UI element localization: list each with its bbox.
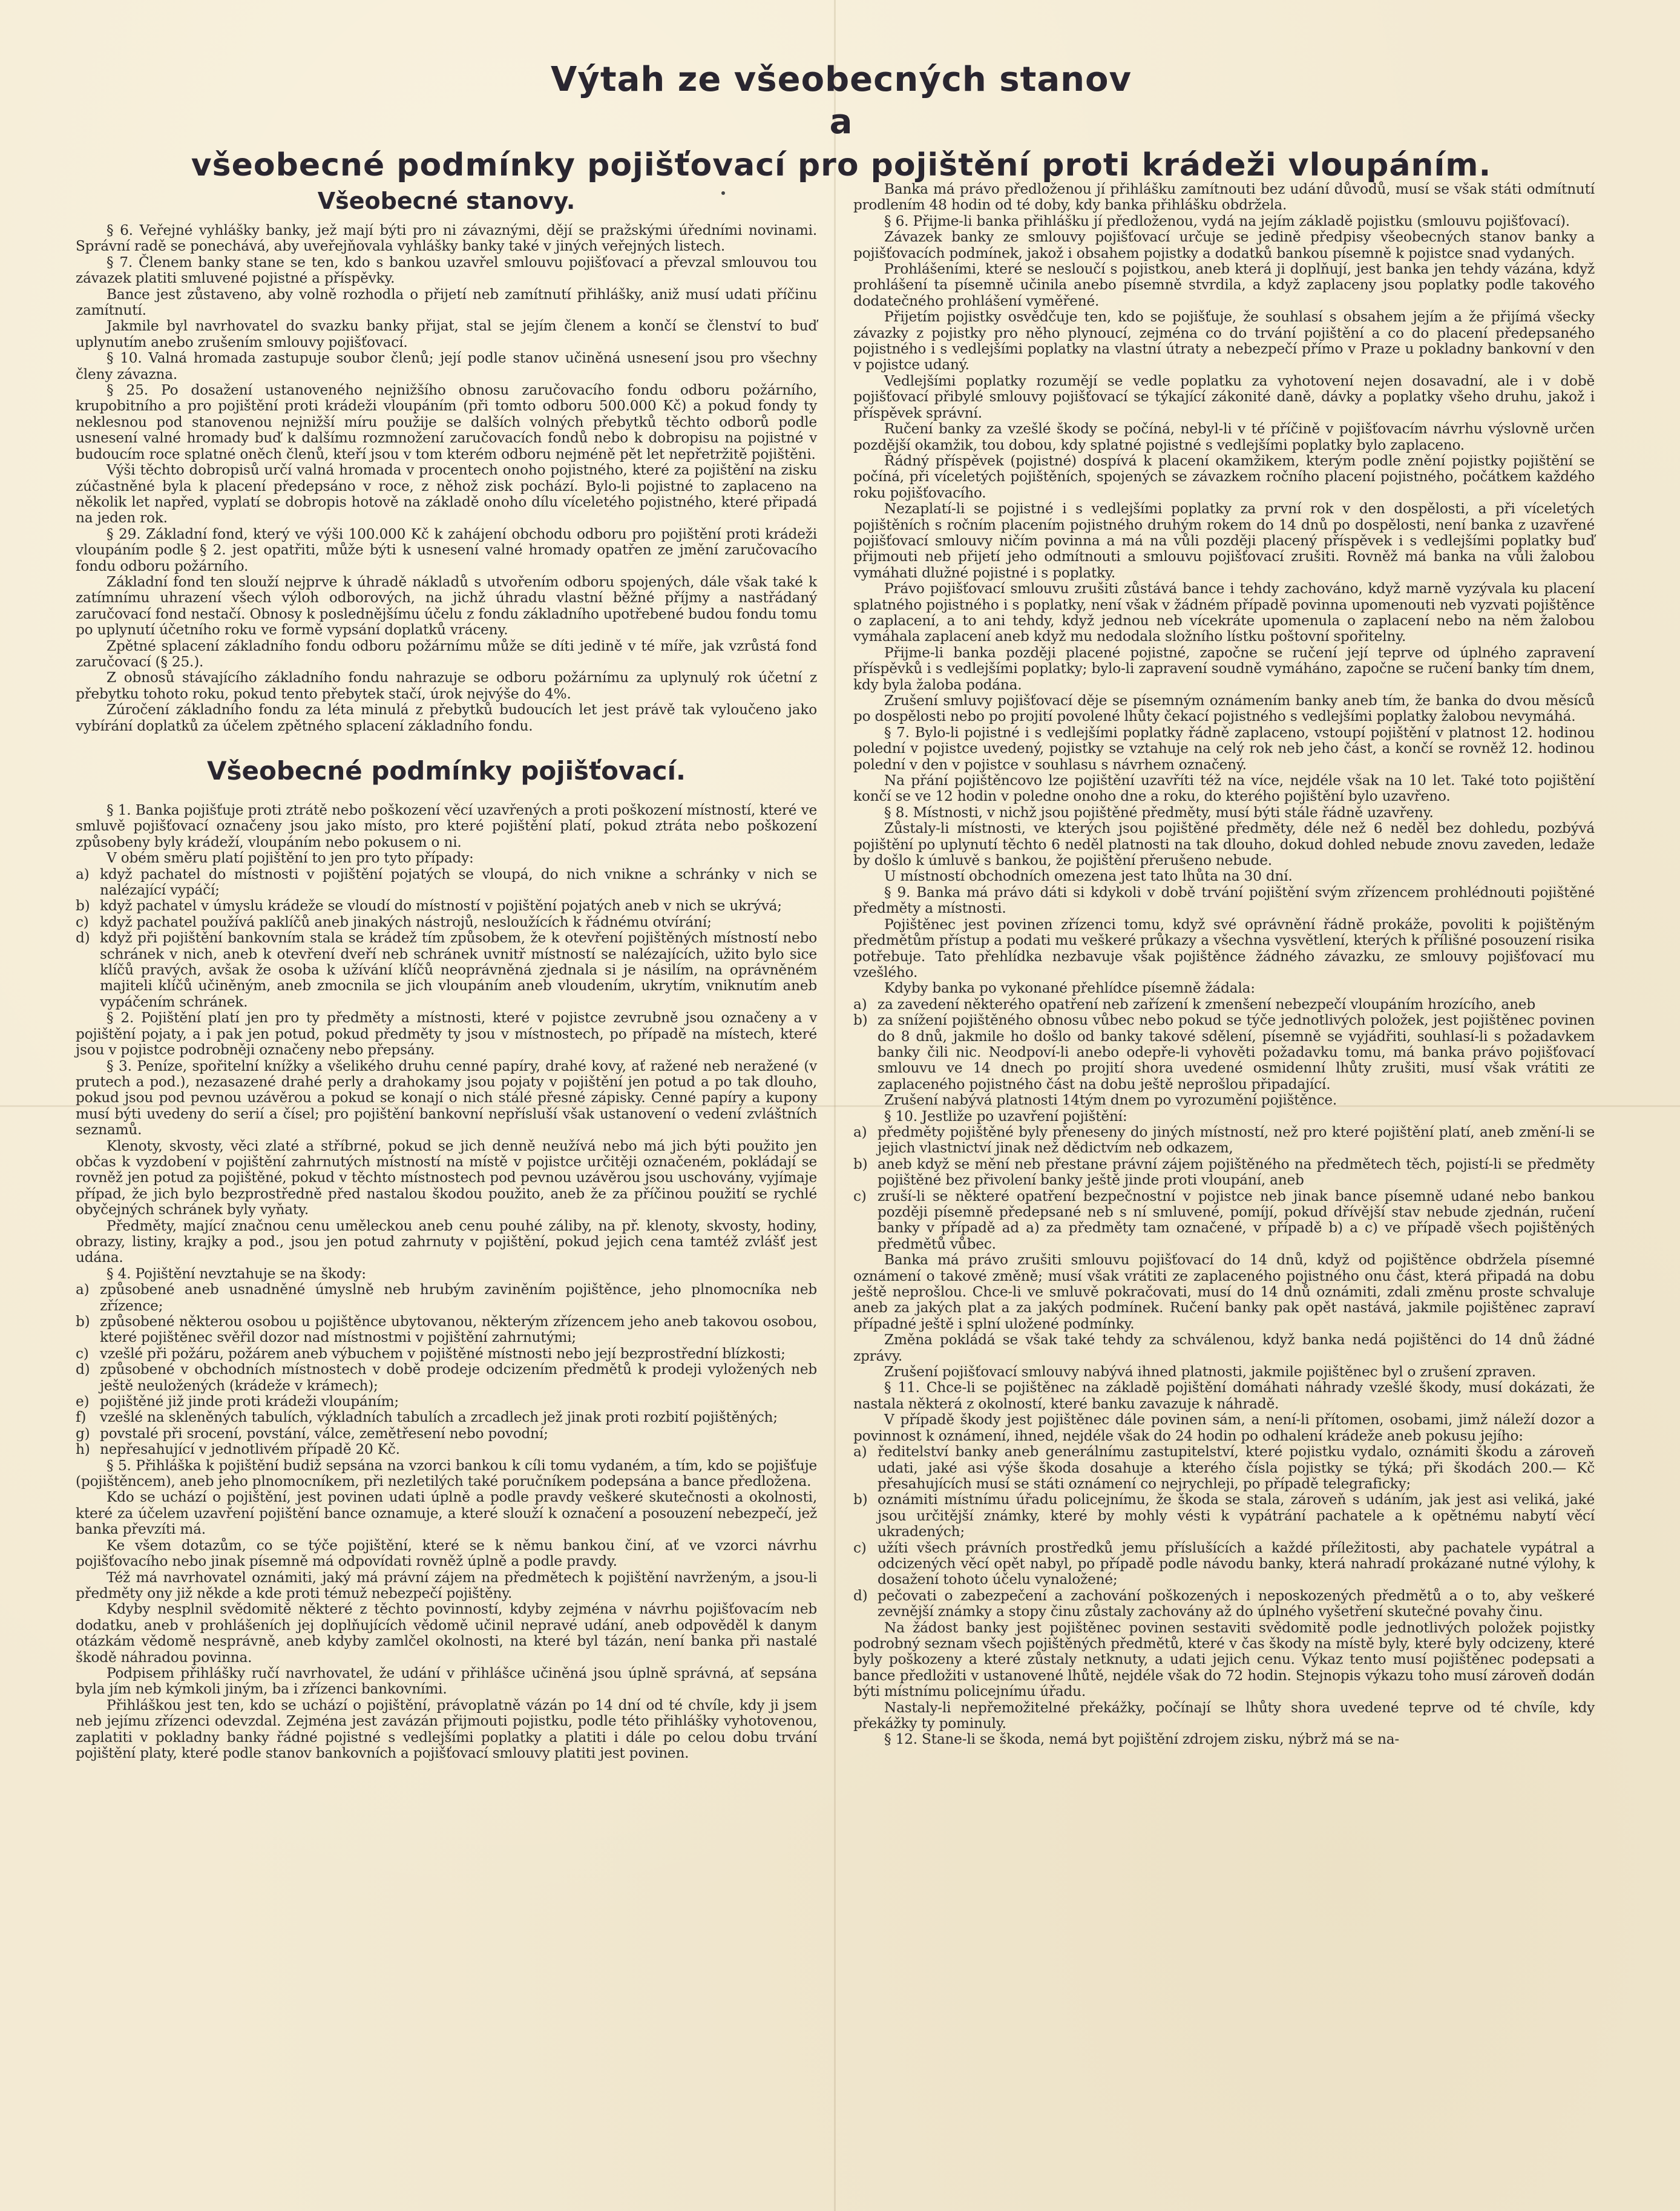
paragraph: Kdo se uchází o pojištění, jest povinen udati úplně a podle pravdy veškeré skutečnosti a okolnosti, které za účelem uzavření pojištění bance oznamuje, a které slouží k označení a posouzení nebezpečí, jež banka převzíti má. xyxy=(76,1489,817,1538)
title-line-2: a xyxy=(829,102,853,142)
paragraph: § 9. Banka má právo dáti si kdykoli v době trvání pojištění svým zřízencem prohlédnouti pojištěné předměty a místnosti. xyxy=(853,884,1595,917)
list-item: b) způsobené některou osobou u pojištěnce ubytovanou, některým zřízencem jeho aneb takovou osobou, které pojištěnec svěřil dozor nad místnostmi v pojištění zahrnutými; xyxy=(76,1313,817,1346)
paragraph: Kdyby banka po vykonané přehlídce písemně žádala: xyxy=(884,980,1255,997)
list-item: a) předměty pojištěné byly přeneseny do jiných místností, než pro které pojištění platí, aneb změní-li se jejich vlastnictví jinak než dědictvím neb odkazem, xyxy=(853,1123,1595,1157)
paragraph: Přijetím pojistky osvědčuje ten, kdo se pojišťuje, že souhlasí s obsahem jejím a že přijímá všecky závazky z pojistky pro něho plynoucí, zejména co do trvání pojištění a co do placení předepsaného pojistného i s vedlejšími poplatky na vlastní útraty a nebezpečí přímo v Praze u pokladny bankovní v den v pojistce udaný. xyxy=(853,309,1595,373)
list-item: a) za zavedení některého opatření neb zařízení k zmenšení nebezpečí vloupáním hrozícího, aneb xyxy=(853,996,1536,1013)
paragraph: Na přání pojištěncovo lze pojištění uzavříti též na více, nejdéle však na 10 let. Také toto pojištění končí se ve 12 hodin v poledne onoho dne a roku, do kterého pojištění bylo uzavřeno. xyxy=(853,772,1595,805)
list-item: f) vzešlé na skleněných tabulích, výkladních tabulích a zrcadlech jež jinak proti rozbití pojištěných; xyxy=(76,1409,778,1426)
list-item: a) ředitelství banky aneb generálnímu zastupitelství, které pojistku vydalo, oznámiti škodu a zároveň udati, jaké asi výše škoda dosahuje a kterého čísla pojistky se týká; při škodách 200.— Kč přesahujících musí se státi oznámení co nejrychleji, po případě telegraficky; xyxy=(853,1444,1595,1492)
list-item: a) když pachatel do místnosti v pojištění pojatých se vloupá, do nich vnikne a schránky v nich se nalézající vypáčí; xyxy=(76,866,817,899)
paragraph: Na žádost banky jest pojištěnec povinen sestaviti svědomitě podle jednotlivých položek pojistky podrobný seznam všech pojištěných předmětů, které v čas škody na místě byly, které byly odcizeny, které byly poškozeny a které zůstaly netknuty, a udati jejich cenu. Výkaz tento musí pojištěnec podepsati a bance předložiti v ustanovené lhůtě, nejdéle však do 72 hodin. Stejnopis výkazu toho musí zároveň dodán býti místnímu policejnímu úřadu. xyxy=(853,1619,1595,1700)
paragraph: Zpětné splacení základního fondu odboru požárnímu může se díti jedině v té míře, jak vzrůstá fond zaručovací (§ 25.). xyxy=(76,637,817,670)
list-item: a) způsobené aneb usnadněné úmyslně neb hrubým zaviněním pojištěnce, jeho plnomocníka neb zřízence; xyxy=(76,1281,817,1314)
paragraph: V případě škody jest pojištěnec dále povinen sám, a není-li přítomen, osobami, jimž náleží dozor a povinnost k oznámení, ihned, nejdéle však do 24 hodin po odhalení krádeže aneb pokusu jejího: xyxy=(853,1411,1595,1444)
list-item-text: vzešlé na skleněných tabulích, výkladních tabulích a zrcadlech jež jinak proti rozbití pojištěných; xyxy=(100,1409,778,1426)
paragraph: V obém směru platí pojištění to jen pro tyto případy: xyxy=(107,850,474,867)
list-item-text: pečovati o zabezpečení a zachování poškozených i neposkozených předmětů a o to, aby veškeré zevnější známky a stopy činu zůstaly zachovány až do úplného vyšetření skutečné povahy činu. xyxy=(878,1587,1595,1620)
list-item-text: povstalé při srocení, povstání, válce, zemětřesení nebo povodní; xyxy=(100,1425,548,1442)
paragraph: Ručení banky za vzešlé škody se počíná, nebyl-li v té příčině v pojišťovacím návrhu výslovně určen pozdější okamžik, tou dobou, kdy splatné pojistné s vedlejšími poplatky bylo zaplaceno. xyxy=(853,421,1595,453)
list-item-text: za zavedení některého opatření neb zařízení k zmenšení nebezpečí vloupáním hrozícího, aneb xyxy=(878,996,1536,1013)
list-item-text: ředitelství banky aneb generálnímu zastupitelství, které pojistku vydalo, oznámiti škodu a zároveň udati, jaké asi výše škoda dosahuje a kterého čísla pojistky se týká; při škodách 200.— Kč přesahujících musí se státi oznámení co nejrychleji, po případě telegraficky; xyxy=(878,1444,1595,1492)
paragraph: § 6. Přijme-li banka přihlášku jí předloženou, vydá na jejím základě pojistku (smlouvu pojišťovací). xyxy=(884,212,1570,229)
paragraph: Kdyby nesplnil svědomitě některé z těchto povinností, kdyby zejména v návrhu pojišťovacím neb dodatku, aneb v prohlášeních jej doplňujících vědomě učinil nepravé udání, aneb odpověděl k danym otázkám vědomě nesprávně, aneb kdyby zamlčel okolnosti, na které byl tázán, není banka při nastalé škodě náhradou povinna. xyxy=(76,1601,817,1666)
list-item-text: aneb když se mění neb přestane právní zájem pojištěného na předmětech těch, pojistí-li se předměty pojištěné bez přivolení banky ještě jinde proti vloupání, aneb xyxy=(878,1155,1595,1189)
section-heading-podminky: Všeobecné podmínky pojišťovací. xyxy=(207,756,686,786)
list-item: h) nepřesahující v jednotlivém případě 20 Kč. xyxy=(76,1441,400,1458)
paragraph: § 5. Přihláška k pojištění budiž sepsána na vzorci bankou k cíli tomu vydaném, a tím, kdo se pojišťuje (pojištěncem), aneb jeho plnomocníkem, při nezletilých také poručníkem podepsána a bance předložena. xyxy=(76,1457,817,1490)
paragraph: Klenoty, skvosty, věci zlaté a stříbrné, pokud se jich denně neužívá nebo má jich býti použito jen občas k vyzdobení v pojištění zahrnutých místností na místě v pojistce určitěji označeném, pokládají se rovněž jen potud za pojištěné, pokud v těchto místnostech pod pevnou uzávěrou jsou uschovány, vyjímaje případ, že jich bylo bezprostředně před nastalou škodou použito, aneb že za příčinou použití se rychlé obyčejných schránek byly vyňaty. xyxy=(76,1137,817,1218)
list-item-text: způsobené některou osobou u pojištěnce ubytovanou, některým zřízencem jeho aneb takovou osobou, které pojištěnec svěřil dozor nad místnostmi v pojištění zahrnutými; xyxy=(100,1313,817,1346)
paragraph: U místností obchodních omezena jest tato lhůta na 30 dní. xyxy=(884,868,1293,885)
list-item-text: oznámiti místnímu úřadu policejnímu, že škoda se stala, zároveň s udáním, jak jest asi veliká, jaké jsou určitější známky, které by mohly vésti k vypátrání pachatele a k opětnému nabytí věcí ukradených; xyxy=(878,1491,1595,1540)
paragraph: Zúročení základního fondu za léta minulá z přebytků budoucích let jest právě tak vyloučeno jako vybírání doplatků za účelem zpětného splacení základního fondu. xyxy=(76,701,817,734)
list-item-text: když pachatel v úmyslu krádeže se vloudí do místností v pojištění pojatých aneb v nich se ukrývá; xyxy=(100,898,782,915)
paragraph: Nezaplatí-li se pojistné i s vedlejšími poplatky za první rok v den dospělosti, a při víceletých pojištěních s ročním placením pojistného druhým rokem do 14 dnů po dospělosti, není banka z uzavřené pojišťovací smlouvy ničím povinna a má na vůli později placený příspěvek i s vedlejšími poplatky buď přijmouti neb přijetí jeho odmítnouti a smlouvu pojišťovací zrušiti. Rovněž má banka na vůli žalobou vymáhati dlužné pojistné i s poplatky. xyxy=(853,501,1595,581)
paragraph: Jakmile byl navrhovatel do svazku banky přijat, stal se jejím členem a končí se členství to buď uplynutím anebo zrušením smlouvy pojišťovací. xyxy=(76,318,817,350)
list-item-text: způsobené aneb usnadněné úmyslně neb hrubým zaviněním pojištěnce, jeho plnomocníka neb zřízence; xyxy=(100,1281,817,1314)
paragraph: § 10. Valná hromada zastupuje soubor členů; její podle stanov učiněná usnesení jsou pro všechny členy závazna. xyxy=(76,350,817,383)
list-item-text: pojištěné již jinde proti krádeži vloupáním; xyxy=(100,1393,399,1410)
list-item-text: způsobené v obchodních místnostech v době prodeje odcizením předmětů k prodeji vyložených neb ještě neuložených (krádeže v krámech); xyxy=(100,1361,817,1394)
list-item-text: když při pojištění bankovním stala se krádež tím způsobem, že k otevření pojištěných místností nebo schránek v nich, aneb k otevření dveří neb schránek uvnitř místností se nalézajících, užito bylo sice klíčů pravých, avšak že osoba k užívání klíčů neoprávněná zjednala si je násilím, na oprávněném majiteli klíčů učiněným, aneb zmocnila se jich vloupáním aneb vloudením, ukrytím, vniknutím aneb vypáčením schránek. xyxy=(100,930,817,1010)
paragraph: § 7. Bylo-li pojistné i s vedlejšími poplatky řádně zaplaceno, vstoupí pojištění v platnost 12. hodinou polední v pojistce uvedený, pojistky se vztahuje na celý rok neb jeho část, a končí se rovněž 12. hodinou polední v den v pojistce v souhlasu s návrhem označený. xyxy=(853,724,1595,773)
paragraph: Výši těchto dobropisů určí valná hromada v procentech onoho pojistného, které za pojištění na zisku zúčastněné byla k placení předepsáno v roce, z něhož zisk pochází. Bylo-li pojistné to zaplaceno na několik let napřed, vyplatí se dobropis hotově na základě onoho dílu víceletého pojistného, které připadá na jeden rok. xyxy=(76,462,817,527)
list-item-text: zruší-li se některé opatření bezpečnostní v pojistce neb jinak bance písemně udané nebo bankou později písemně předepsané neb s ní smluvené, pomíjí, pokud dřívější stav nebude zjednán, ručení banky v případě ad a) za předměty tam označené, v případě b) a c) ve případě všech pojištěných předmětů vůbec. xyxy=(878,1188,1595,1252)
paragraph: Zrušení nabývá platnosti 14tým dnem po vyrozumění pojištěnce. xyxy=(884,1092,1337,1109)
section-heading-stanovy: Všeobecné stanovy. xyxy=(317,188,576,214)
paragraph: Nastaly-li nepřemožitelné překážky, počínají se lhůty shora uvedené teprve od té chvíle, kdy překážky ty pominuly. xyxy=(853,1699,1595,1732)
paragraph: § 3. Peníze, spořitelní knížky a všelikého druhu cenné papíry, drahé kovy, ať ražené neb neražené (v prutech a pod.), nezasazené drahé perly a drahokamy jsou pojaty v pojištění jen potud a po tak dlouho, pokud jsou pod pevnou uzávěrou a pokud se konají o nich stálé přesné zápisky. Cenné papíry a kupony musí býti uvedeny do serií a čísel; pro pojištění bankovní nepřísluší však ustanovení o vedení zvláštních seznamů. xyxy=(76,1057,817,1138)
paragraph: § 25. Po dosažení ustanoveného nejnižšího obnosu zaručovacího fondu odboru požárního, krupobitního a pro pojištění proti krádeži vloupáním (při tomto odboru 500.000 Kč) a pokud fondy ty neklesnou pod stanovenou nejnižší míru použije se dalších volných přebytků těchto odborů podle usnesení valné hromady buď k dalšímu rozmnožení zaručovacích fondů nebo k dobropisu na pojistné v budoucím roce splatné oněch členů, kteří jsou v tom kterém odboru nejméně pět let nepřetržitě pojištěni. xyxy=(76,382,817,462)
list-item: c) užíti všech právních prostředků jemu příslušících a každé příležitosti, aby pachatele vypátral a odcizených věcí opět nabyl, po případě podle návodu banky, která nahradí prokázané nutné výlohy, k dosažení tohoto účelu vynaložené; xyxy=(853,1539,1595,1588)
list-item-text: užíti všech právních prostředků jemu příslušících a každé příležitosti, aby pachatele vypátral a odcizených věcí opět nabyl, po případě podle návodu banky, která nahradí prokázané nutné výlohy, k dosažení tohoto účelu vynaložené; xyxy=(878,1539,1595,1588)
document-title xyxy=(109,57,1573,188)
paragraph: Podpisem přihlášky ručí navrhovatel, že udání v přihlášce učiněná jsou úplně správná, ať sepsána byla jím neb kýmkoli jiným, ba i zřízenci bankovními. xyxy=(76,1664,817,1698)
paragraph: § 6. Veřejné vyhlášky banky, jež mají býti pro ni závaznými, dějí se pražskými úředními novinami. Správní radě se ponechává, aby uveřejňovala vyhlášky banky také v jiných veřejných listech. xyxy=(76,222,817,255)
list-item: c) když pachatel používá paklíčů aneb jinakých nástrojů, nesloužících k řádnému otvírání; xyxy=(76,913,712,930)
paragraph: Ke všem dotazům, co se týče pojištění, které se k němu bankou činí, ať ve vzorci návrhu pojišťovacího nebo jinak písemně má odpovídati rovněž úplně a podle pravdy. xyxy=(76,1537,817,1570)
paragraph: Předměty, mající značnou cenu uměleckou aneb cenu pouhé záliby, na př. klenoty, skvosty, hodiny, obrazy, listiny, krajky a pod., jsou jen potud zahrnuty v pojištění, pokud jejich cena tamtéž zvlášť jest udána. xyxy=(76,1217,817,1266)
paragraph: Bance jest zůstaveno, aby volně rozhodla o přijetí neb zamítnutí přihlášky, aniž musí udati příčinu zamítnutí. xyxy=(76,286,817,319)
paragraph: Závazek banky ze smlouvy pojišťovací určuje se jedině předpisy všeobecných stanov banky a pojišťovacích podmínek, jakož i obsahem pojistky a dodatků bankou písemně k pojistce snad vydaných. xyxy=(853,229,1595,261)
paragraph: Též má navrhovatel oznámiti, jaký má právní zájem na předmětech k pojištění navrženým, a jsou-li předměty ony již někde a kde proti témuž nebezpečí pojištěny. xyxy=(76,1569,817,1602)
list-item: b) když pachatel v úmyslu krádeže se vloudí do místností v pojištění pojatých aneb v nich se ukrývá; xyxy=(76,898,782,915)
paragraph: § 4. Pojištění nevztahuje se na škody: xyxy=(107,1265,366,1282)
paragraph: § 12. Stane-li se škoda, nemá byt pojištění zdrojem zisku, nýbrž má se na- xyxy=(884,1731,1399,1748)
list-item-text: předměty pojištěné byly přeneseny do jiných místností, než pro které pojištění platí, aneb změní-li se jejich vlastnictví jinak než dědictvím neb odkazem, xyxy=(878,1123,1595,1157)
paragraph: Z obnosů stávajícího základního fondu nahrazuje se odboru požárnímu za uplynulý rok účetní z přebytku tohoto roku, pokud tento přebytek stačí, úrok nejvýše do 4%. xyxy=(76,669,817,702)
paragraph: § 1. Banka pojišťuje proti ztrátě nebo poškození věcí uzavřených a proti poškození místností, které ve smluvě pojišťovací označeny jsou jako místo, pro které pojištění platí, pokud ztráta nebo poškození způsobeny byly krádeží, vloupáním nebo pokusem o ni. xyxy=(76,802,817,850)
paragraph: Řádný příspěvek (pojistné) dospívá k placení okamžikem, kterým podle znění pojistky pojištění se počíná, při víceletých pojištěních, spojených se závazkem ročního placení pojistného, počátkem každého roku pojišťovacího. xyxy=(853,452,1595,501)
paragraph: Banka má právo zrušiti smlouvu pojišťovací do 14 dnů, když od pojištěnce obdržela písemné oznámení o takové změně; musí však vrátiti ze zaplaceného pojistného onu část, která připadá na dobu ještě neprošlou. Chce-li ve smluvě pokračovati, musí do 14 dnů oznámiti, zdali změnu proste schvaluje aneb za jakých plat a za jakých podmínek. Ručení banky pak opět nastává, jakmile pojištěnec zapraví případné ještě i splní uložené podmínky. xyxy=(853,1252,1595,1332)
list-item: g) povstalé při srocení, povstání, válce, zemětřesení nebo povodní; xyxy=(76,1425,548,1442)
paragraph: Změna pokládá se však také tehdy za schválenou, když banka nedá pojištěnci do 14 dnů žádné zprávy. xyxy=(853,1332,1595,1364)
paragraph: § 29. Základní fond, který ve výši 100.000 Kč k zahájení obchodu odboru pro pojištění proti krádeži vloupáním podle § 2. jest opatřiti, může býti k usnesení valné hromady opatřen ze jmění zaručovacího fondu odboru požárního. xyxy=(76,525,817,574)
list-item: e) pojištěné již jinde proti krádeži vloupáním; xyxy=(76,1393,399,1410)
paragraph: Základní fond ten slouží nejprve k úhradě nákladů s utvořením odboru spojených, dále však také k zatímnímu uhrazení všech výloh odborových, na jichž úhradu vlastní běžné příjmy a nastřádaný zaručovací fond nestačí. Obnosy k poslednějšímu účelu z fondu základního upotřebené budou fondu tomu po uplynutí účetního roku ve formě vypsání doplatků vráceny. xyxy=(76,573,817,639)
paragraph: § 8. Místnosti, v nichž jsou pojištěné předměty, musí býti stále řádně uzavřeny. xyxy=(884,804,1434,821)
paragraph: Prohlášeními, které se nesloučí s pojistkou, aneb která ji doplňují, jest banka jen tehdy vázána, když prohlášení ta písemně učinila anebo písemně stvrdila, a když zaplaceny jsou poplatky podle takového dodatečného prohlášení vyměřené. xyxy=(853,261,1595,309)
list-item: d) když při pojištění bankovním stala se krádež tím způsobem, že k otevření pojištěných místností nebo schránek v nich, aneb k otevření dveří neb schránek uvnitř místností se nalézajících, užito bylo sice klíčů pravých, avšak že osoba k užívání klíčů neoprávněná zjednala si je násilím, na oprávněném majiteli klíčů učiněným, aneb zmocnila se jich vloupáním aneb vloudením, ukrytím, vniknutím aneb vypáčením schránek. xyxy=(76,930,817,1010)
paragraph: Zůstaly-li místnosti, ve kterých jsou pojištěné předměty, déle než 6 neděl bez dohledu, pozbývá pojištění po uplynutí těchto 6 neděl platnosti na tak dlouho, dokud dohled nebude znovu zaveden, ledaže by došlo k úmluvě s bankou, že pojištění přerušeno nebude. xyxy=(853,820,1595,869)
paragraph: Přihláškou jest ten, kdo se uchází o pojištění, právoplatně vázán po 14 dní od té chvíle, kdy ji jsem neb jejímu zřízenci odevzdal. Zejména jest zavázán přijmouti pojistku, podle této přihlášky vyhotovenou, zaplatiti v pokladny banky řádné pojistné s vedlejšími poplatky a platiti i dále po celou dobu trvání pojištění platy, které podle stanov bankovních a pojišťovací smlouvy platiti jest povinen. xyxy=(76,1697,817,1761)
list-item: b) za snížení pojištěného obnosu vůbec nebo pokud se týče jednotlivých položek, jest pojištěnec povinen do 8 dnů, jakmile ho došlo od banky takové sdělení, písemně se vyjádřiti, souhlasí-li s požadavkem banky čili nic. Neodpoví-li anebo odepře-li vyhověti požadavku tomu, má banka právo pojišťovací smlouvu ve 14 dnech po projití shora uvedené osmidenní lhůty zrušiti, musí však vrátiti ze zaplaceného pojistného část na dobu ještě neprošlou připadající. xyxy=(853,1012,1595,1092)
list-item: c) zruší-li se některé opatření bezpečnostní v pojistce neb jinak bance písemně udané nebo bankou později písemně předepsané neb s ní smluvené, pomíjí, pokud dřívější stav nebude zjednán, ručení banky v případě ad a) za předměty tam označené, v případě b) a c) ve případě všech pojištěných předmětů vůbec. xyxy=(853,1188,1595,1252)
list-item-text: nepřesahující v jednotlivém případě 20 Kč. xyxy=(100,1441,400,1458)
title-line-1: Výtah ze všeobecných stanov xyxy=(550,60,1132,99)
list-item-text: vzešlé při požáru, požárem aneb výbuchem v pojištěné místnosti nebo její bezprostřední blízkosti; xyxy=(100,1345,786,1362)
paragraph: Vedlejšími poplatky rozumějí se vedle poplatku za vyhotovení nejen dosavadní, ale i v době pojišťovací přibylé smlouvy pojišťovací se týkající zákonité daně, dávky a poplatky všeho druhu, jakož i příspěvek správní. xyxy=(853,372,1595,421)
list-item: b) aneb když se mění neb přestane právní zájem pojištěného na předmětech těch, pojistí-li se předměty pojištěné bez přivolení banky ještě jinde proti vloupání, aneb xyxy=(853,1155,1595,1189)
left-column xyxy=(76,182,817,1761)
list-item: b) oznámiti místnímu úřadu policejnímu, že škoda se stala, zároveň s udáním, jak jest asi veliká, jaké jsou určitější známky, které by mohly vésti k vypátrání pachatele a k opětnému nabytí věcí ukradených; xyxy=(853,1491,1595,1540)
list-item-text: za snížení pojištěného obnosu vůbec nebo pokud se týče jednotlivých položek, jest pojištěnec povinen do 8 dnů, jakmile ho došlo od banky takové sdělení, písemně se vyjádřiti, souhlasí-li s požadavkem banky čili nic. Neodpoví-li anebo odepře-li vyhověti požadavku tomu, má banka právo pojišťovací smlouvu ve 14 dnech po projití shora uvedené osmidenní lhůty zrušiti, musí však vrátiti ze zaplaceného pojistného část na dobu ještě neprošlou připadající. xyxy=(878,1012,1595,1092)
paragraph: § 7. Členem banky stane se ten, kdo s bankou uzavřel smlouvu pojišťovací a převzal smlouvou tou závazek platiti smluvené pojistné a příspěvky. xyxy=(76,254,817,287)
list-item-text: když pachatel používá paklíčů aneb jinakých nástrojů, nesloužících k řádnému otvírání; xyxy=(100,913,712,930)
paragraph: Právo pojišťovací smlouvu zrušiti zůstává bance i tehdy zachováno, když marně vyzývala ku placení splatného pojistného i s poplatky, není však v žádném případě povinna upomenouti neb vyzvati pojištěnce o zaplacení, a to ani tehdy, když jednou neb vícekráte upomenula o zaplacení nebo na něm žalobou vymáhala zaplacení aneb když mu nedodala složního lístku poštovní spořitelny. xyxy=(853,580,1595,645)
paragraph: § 11. Chce-li se pojištěnec na základě pojištění domáhati náhrady vzešlé škody, musí dokázati, že nastala některá z okolností, které banku zavazuje k náhradě. xyxy=(853,1379,1595,1412)
paragraph: Přijme-li banka později placené pojistné, započne se ručení její teprve od úplného zapravení příspěvků i s vedlejšími poplatky; bylo-li zapravení soudně vymáháno, započne se ručení banky tím dnem, kdy byla žaloba podána. xyxy=(853,644,1595,693)
paragraph: Zrušení pojišťovací smlouvy nabývá ihned platnosti, jakmile pojištěnec byl o zrušení zpraven. xyxy=(884,1364,1536,1381)
paragraph: § 2. Pojištění platí jen pro ty předměty a místnosti, které v pojistce zevrubně jsou označeny a v pojištění pojaty, a i pak jen potud, pokud předměty ty jsou v místnostech, po případě na místech, které jsou v pojistce podrobněji označeny nebo přepsány. xyxy=(76,1010,817,1059)
title-line-3: všeobecné podmínky pojišťovací pro pojištění proti krádeži vloupáním. xyxy=(191,147,1492,183)
paragraph: § 10. Jestliže po uzavření pojištění: xyxy=(884,1108,1127,1125)
right-column xyxy=(853,182,1595,1748)
list-item: d) pečovati o zabezpečení a zachování poškozených i neposkozených předmětů a o to, aby veškeré zevnější známky a stopy činu zůstaly zachovány až do úplného vyšetření skutečné povahy činu. xyxy=(853,1587,1595,1620)
paragraph: Zrušení smluvy pojišťovací děje se písemným oznámením banky aneb tím, že banka do dvou měsíců po dospělosti nebo po projití povolené lhůty čekací pojistného s vedlejšími poplatky žalobou nevymáhá. xyxy=(853,692,1595,725)
list-item: d) způsobené v obchodních místnostech v době prodeje odcizením předmětů k prodeji vyložených neb ještě neuložených (krádeže v krámech); xyxy=(76,1361,817,1394)
paragraph: Banka má právo předloženou jí přihlášku zamítnouti bez udání důvodů, musí se však státi odmítnutí prodlením 48 hodin od té doby, kdy banka přihlášku obdržela. xyxy=(853,181,1595,214)
list-item-text: když pachatel do místnosti v pojištění pojatých se vloupá, do nich vnikne a schránky v nich se nalézající vypáčí; xyxy=(100,866,817,899)
paragraph: Pojištěnec jest povinen zřízenci tomu, když své oprávnění řádně prokáže, povoliti k pojištěným předmětům přístup a podati mu veškeré průkazy a všechna vysvětlení, kterých k přílišné posouzení risika potřebuje. Tato přehlídka nezbavuje však pojištěnce žádného závazku, ze smlouvy pojišťovací mu vzešlého. xyxy=(853,916,1595,981)
list-item: c) vzešlé při požáru, požárem aneb výbuchem v pojištěné místnosti nebo její bezprostřední blízkosti; xyxy=(76,1345,786,1362)
